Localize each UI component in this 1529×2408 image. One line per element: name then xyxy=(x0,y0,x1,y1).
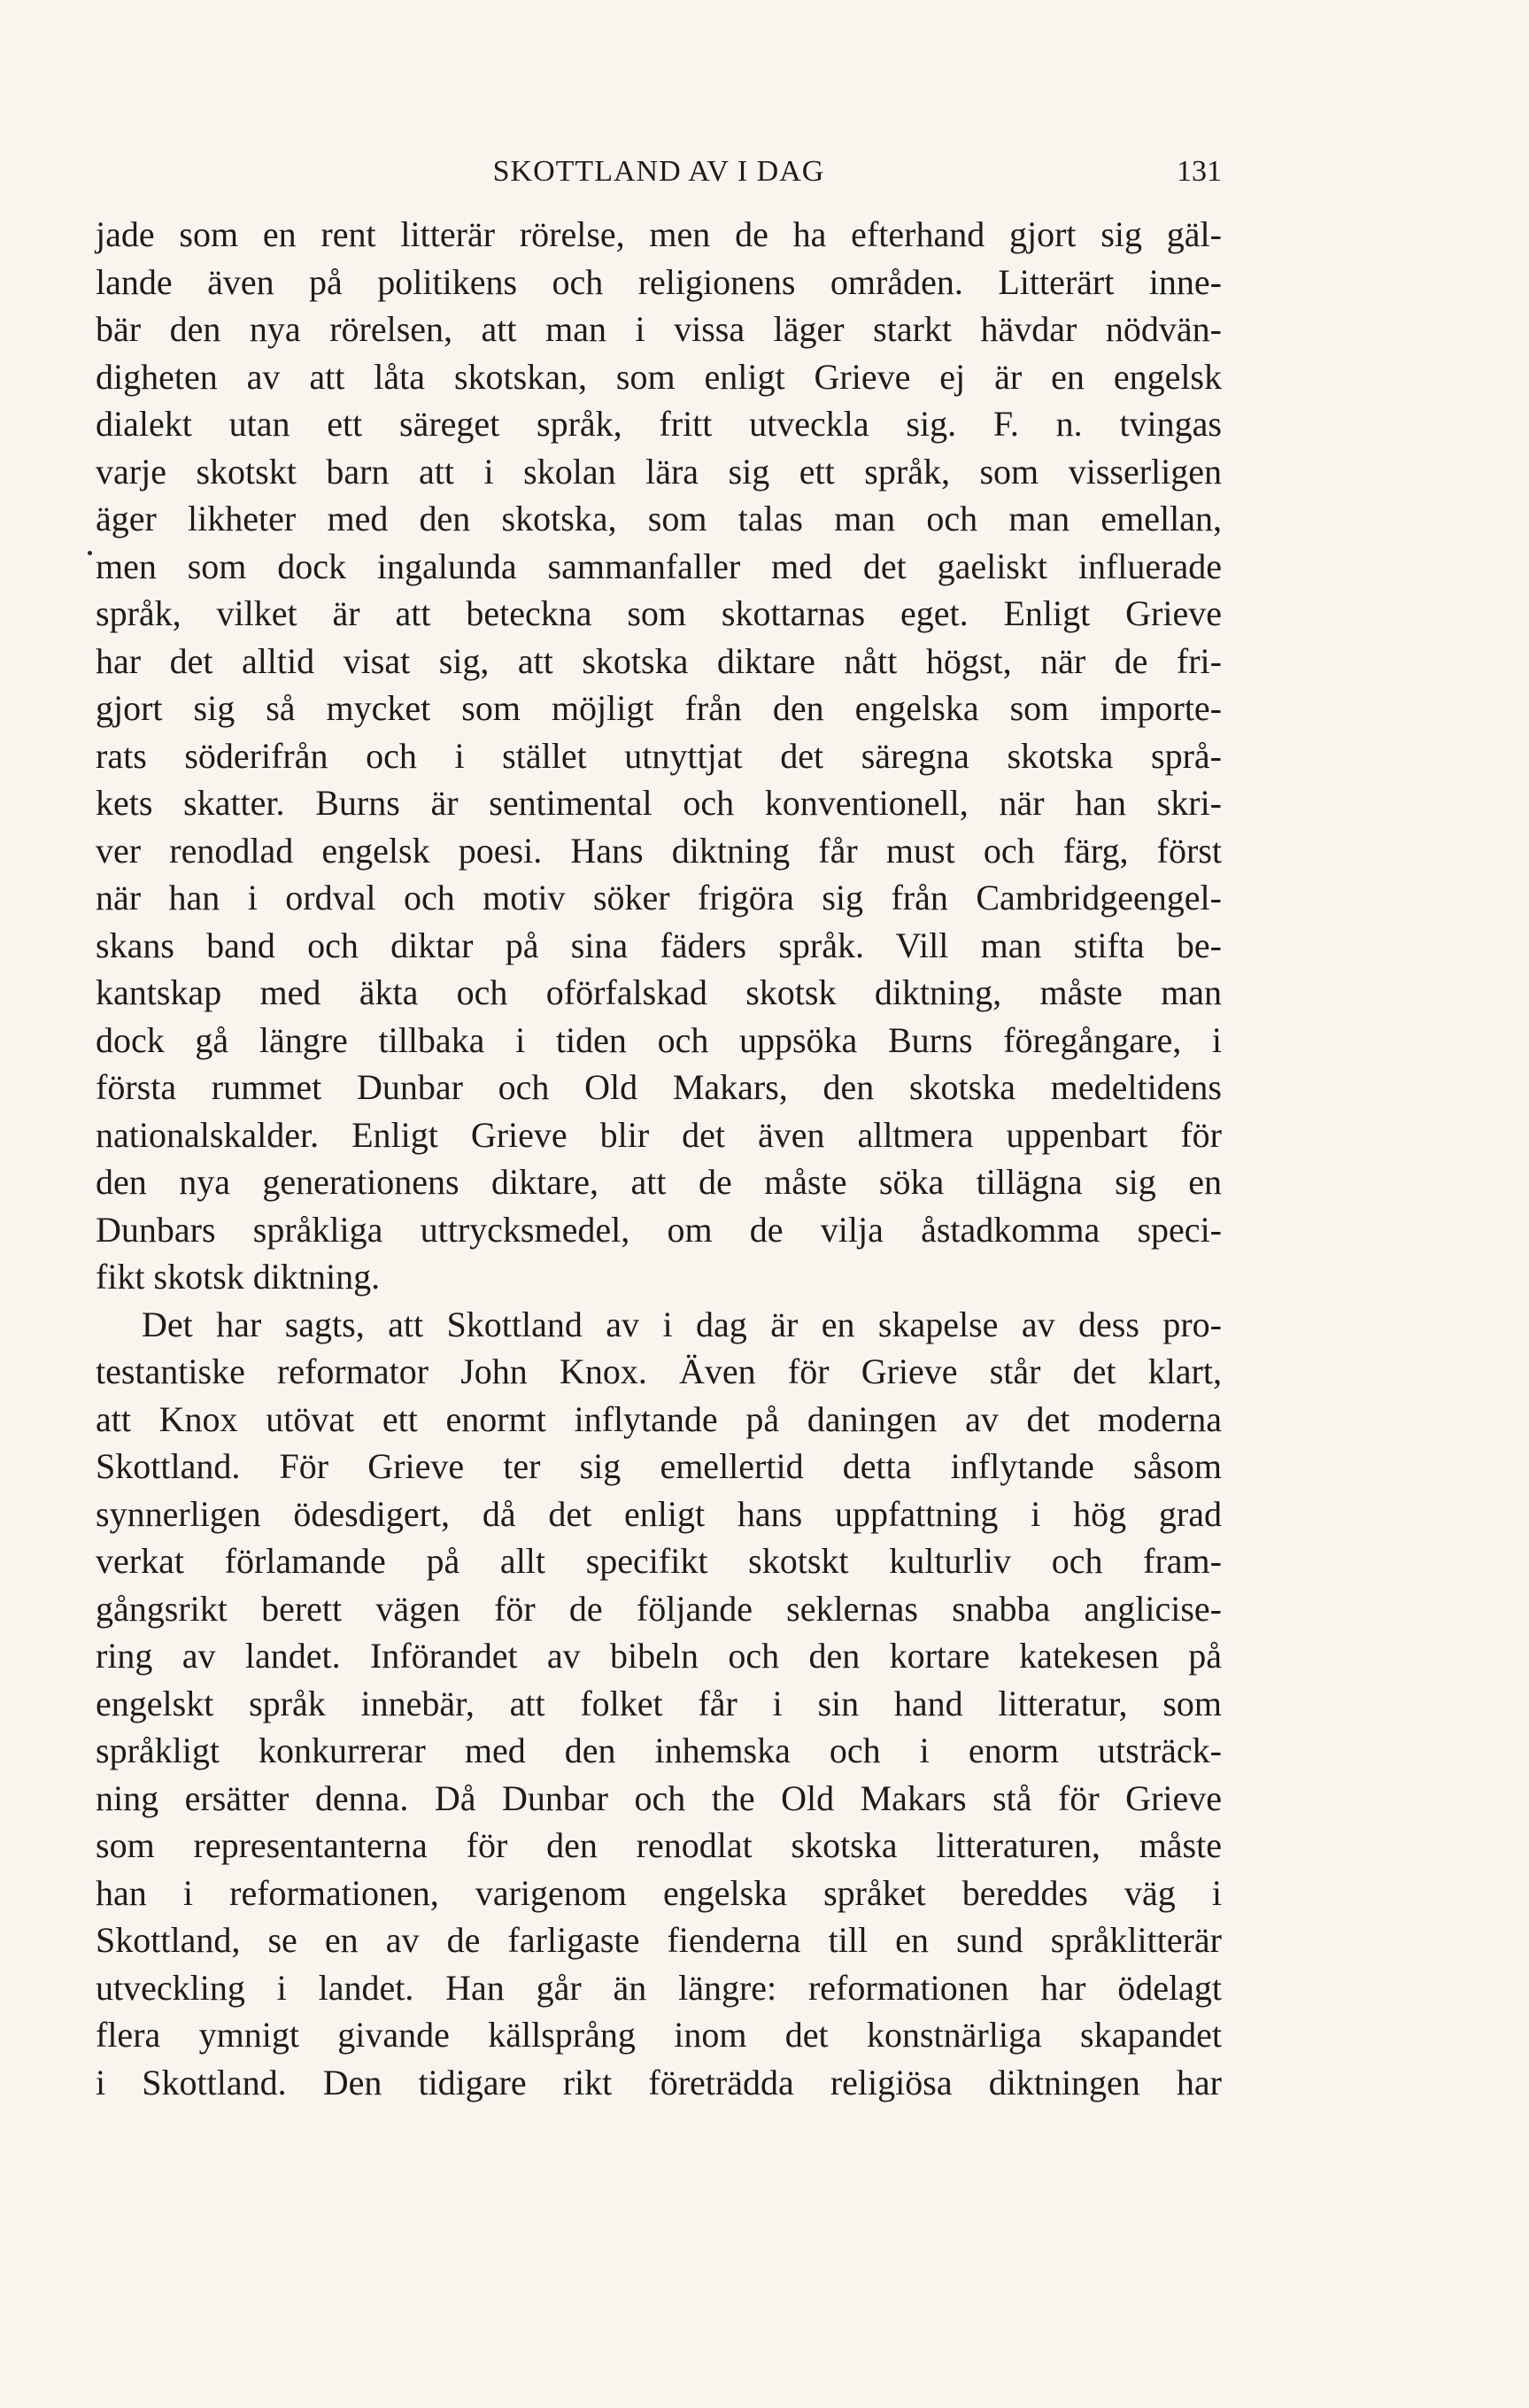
text-line: språkligt konkurrerar med den inhemska och i enorm utsträck- xyxy=(96,1731,1222,1770)
text-line: flera ymnigt givande källsprång inom det konstnärliga skapandet xyxy=(96,2015,1222,2055)
text-line: ver renodlad engelsk poesi. Hans diktning får must och färg, först xyxy=(96,830,1222,871)
running-head xyxy=(96,152,1222,197)
text-line: bär den nya rörelsen, att man i vissa läger starkt hävdar nödvän- xyxy=(96,309,1222,349)
text-line: språk, vilket är att beteckna som skottarnas eget. Enligt Grieve xyxy=(96,593,1222,633)
text-line: som representanterna för den renodlat skotska litteraturen, måste xyxy=(96,1825,1222,1865)
text-line: skans band och diktar på sina fäders språk. Vill man stifta be- xyxy=(96,925,1222,965)
text-line: gjort sig så mycket som möjligt från den engelska som importe- xyxy=(96,688,1222,728)
text-line: lande även på politikens och religionens områden. Litterärt inne- xyxy=(96,261,1222,302)
text-line: digheten av att låta skotskan, som enligt Grieve ej är en engelsk xyxy=(96,356,1222,397)
text-line: gångsrikt berett vägen för de följande seklernas snabba anglicise- xyxy=(96,1588,1222,1629)
text-line: Dunbars språkliga uttrycksmedel, om de vilja åstadkomma speci- xyxy=(96,1209,1222,1250)
text-line: första rummet Dunbar och Old Makars, den skotska medeltidens xyxy=(96,1067,1222,1107)
text-line: när han i ordval och motiv söker frigöra sig från Cambridgeengel- xyxy=(96,878,1222,918)
text-line: kets skatter. Burns är sentimental och konventionell, när han skri- xyxy=(96,783,1222,823)
text-line: utveckling i landet. Han går än längre: reformationen har ödelagt xyxy=(96,1967,1222,2008)
text-line: han i reformationen, varigenom engelska språket bereddes väg i xyxy=(96,1872,1222,1913)
text-line: i Skottland. Den tidigare rikt företrädda religiösa diktningen har xyxy=(96,2062,1222,2102)
body-text xyxy=(96,211,1222,2106)
text-line: varje skotskt barn att i skolan lära sig ett språk, som visserligen xyxy=(96,451,1222,492)
text-line: äger likheter med den skotska, som talas man och man emellan, xyxy=(96,499,1222,538)
paragraph-end-line: fikt skotsk diktning. xyxy=(96,1257,381,1297)
text-line: engelskt språk innebär, att folket får i sin hand litteratur, som xyxy=(96,1683,1222,1723)
text-line: ning ersätter denna. Då Dunbar och the Old Makars stå för Grieve xyxy=(96,1777,1222,1818)
text-line: rats söderifrån och i stället utnyttjat det säregna skotska språ- xyxy=(96,735,1222,776)
text-line: har det alltid visat sig, att skotska diktare nått högst, när de fri- xyxy=(96,640,1222,681)
print-speck xyxy=(88,551,92,555)
text-line: men som dock ingalunda sammanfaller med det gaeliskt influerade xyxy=(96,546,1222,586)
text-line: den nya generationens diktare, att de måste söka tillägna sig en xyxy=(96,1162,1222,1202)
text-line: testantiske reformator John Knox. Även för Grieve står det klart, xyxy=(96,1351,1222,1391)
running-title: SKOTTLAND AV I DAG xyxy=(492,155,825,188)
text-line: ring av landet. Införandet av bibeln och den kortare katekesen på xyxy=(96,1636,1222,1676)
text-line: dialekt utan ett säreget språk, fritt utveckla sig. F. n. tvingas xyxy=(96,404,1222,444)
text-line: Skottland. För Grieve ter sig emellertid detta inflytande såsom xyxy=(96,1446,1222,1486)
text-line: synnerligen ödesdigert, då det enligt hans uppfattning i hög grad xyxy=(96,1493,1222,1534)
paragraph-start-line: Det har sagts, att Skottland av i dag är en skapelse av dess pro- xyxy=(142,1304,1222,1344)
text-line: jade som en rent litterär rörelse, men de ha efterhand gjort sig gäl- xyxy=(96,214,1222,254)
page-number: 131 xyxy=(1177,155,1222,188)
text-line: dock gå längre tillbaka i tiden och uppsöka Burns föregångare, i xyxy=(96,1019,1222,1060)
text-line: nationalskalder. Enligt Grieve blir det även alltmera uppenbart för xyxy=(96,1114,1222,1155)
text-line: Skottland, se en av de farligaste fienderna till en sund språklitterär xyxy=(96,1920,1222,1960)
text-line: verkat förlamande på allt specifikt skotskt kulturliv och fram- xyxy=(96,1541,1222,1581)
text-line: att Knox utövat ett enormt inflytande på daningen av det moderna xyxy=(96,1398,1222,1439)
text-line: kantskap med äkta och oförfalskad skotsk diktning, måste man xyxy=(96,972,1222,1012)
